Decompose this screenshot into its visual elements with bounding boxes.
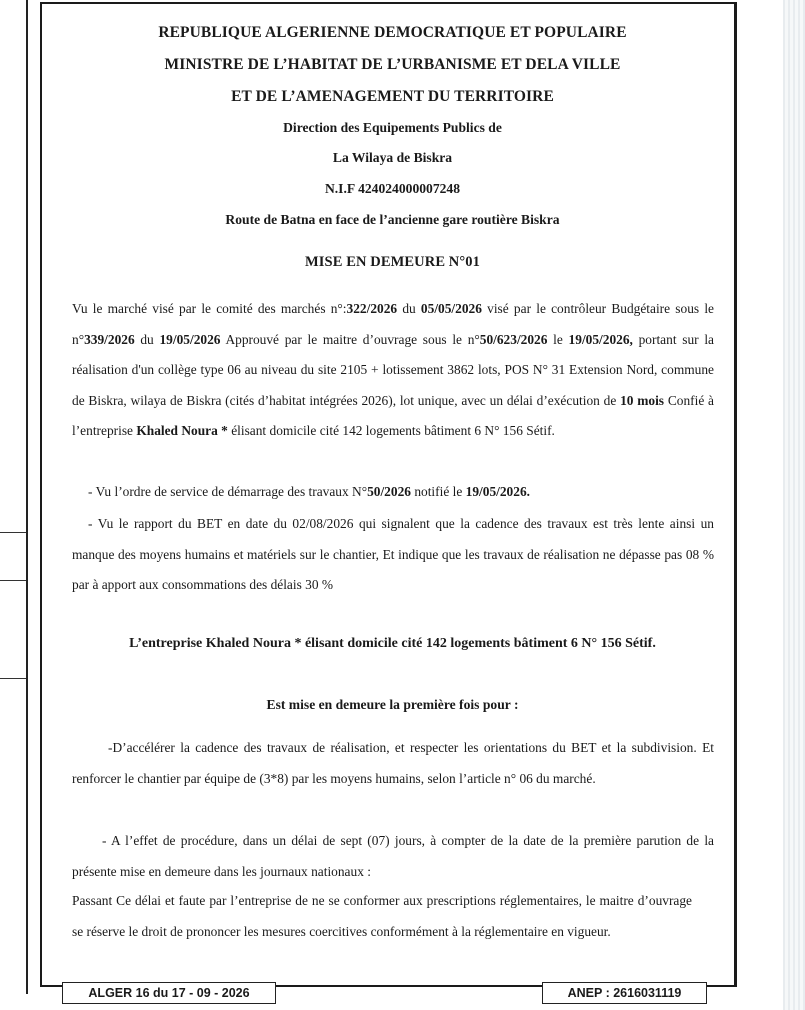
publication-date-tag: ALGER 16 du 17 - 09 - 2026 [62, 982, 276, 1004]
notice-title: MISE EN DEMEURE N°01 [305, 254, 480, 270]
scan-edge [783, 0, 805, 1010]
anep-reference-tag: ANEP : 2616031119 [542, 982, 707, 1004]
paragraph-contract: Vu le marché visé par le comité des marchés n°:322/2026 du 05/05/2026 visé par le contrôleur Budgétaire sous le n°339/2026 du 19/05/2026 Approuvé par le maitre d’ouvrage sous le n°50/623/2026 le 19/05/2026, portant sur la réalisation d'un collège type 06 au niveau du site 2105 + lotissement 3862 lots, POS N° 31 Extension Nord, commune de Biskra, wilaya de Biskra (cités d’habitat intégrées 2026), lot unique, avec un délai d’exécution de 10 mois Confié à l’entreprise Khaled Noura * élisant domicile cité 142 logements bâtiment 6 N° 156 Sétif. [72, 301, 714, 438]
header-wilaya: La Wilaya de Biskra [332, 150, 453, 165]
header-address: Route de Batna en face de l’ancienne gare routière Biskra [225, 212, 560, 227]
paragraph-accelerate: -D’accélérer la cadence des travaux de réalisation, et respecter les orientations du BET et la subdivision. Et renforcer le chantier par équipe de (3*8) par les moyens humains, selon l’article n° 06 du marché. [72, 740, 714, 786]
header-direction: Direction des Equipements Publics de [283, 120, 502, 135]
paragraph-service-order: - Vu l’ordre de service de démarrage des travaux N°50/2026 notifié le 19/05/2026. [88, 484, 530, 499]
header-ministry-line2: ET DE L’AMENAGEMENT DU TERRITOIRE [231, 88, 554, 105]
company-line: L’entreprise Khaled Noura * élisant domicile cité 142 logements bâtiment 6 N° 156 Sétif. [129, 636, 656, 651]
header-ministry-line1: MINISTRE DE L’HABITAT DE L’URBANISME ET DELA VILLE [164, 56, 621, 73]
paragraph-coercive: Passant Ce délai et faute par l’entreprise de ne se conformer aux prescriptions réglementaires, le maitre d’ouvrage se réserve le droit de prononcer les mesures coercitives conformément à la réglementaire en vigueur. [72, 893, 692, 939]
paragraph-procedure: - A l’effet de procédure, dans un délai de sept (07) jours, à compter de la date de la première parution de la présente mise en demeure dans les journaux nationaux : [72, 833, 714, 879]
paragraph-bet-report: - Vu le rapport du BET en date du 02/08/2026 qui signalent que la cadence des travaux est très lente ainsi un manque des moyens humains et matériels sur le chantier, Et indique que les travaux de réalisation ne dépasse pas 08 % par à apport aux consommations des délais 30 % [72, 516, 714, 592]
notice-line: Est mise en demeure la première fois pour : [266, 697, 519, 712]
header-republic: REPUBLIQUE ALGERIENNE DEMOCRATIQUE ET POPULAIRE [158, 24, 627, 41]
header-nif: N.I.F 424024000007248 [324, 181, 461, 196]
adjacent-page-edge [0, 0, 28, 994]
